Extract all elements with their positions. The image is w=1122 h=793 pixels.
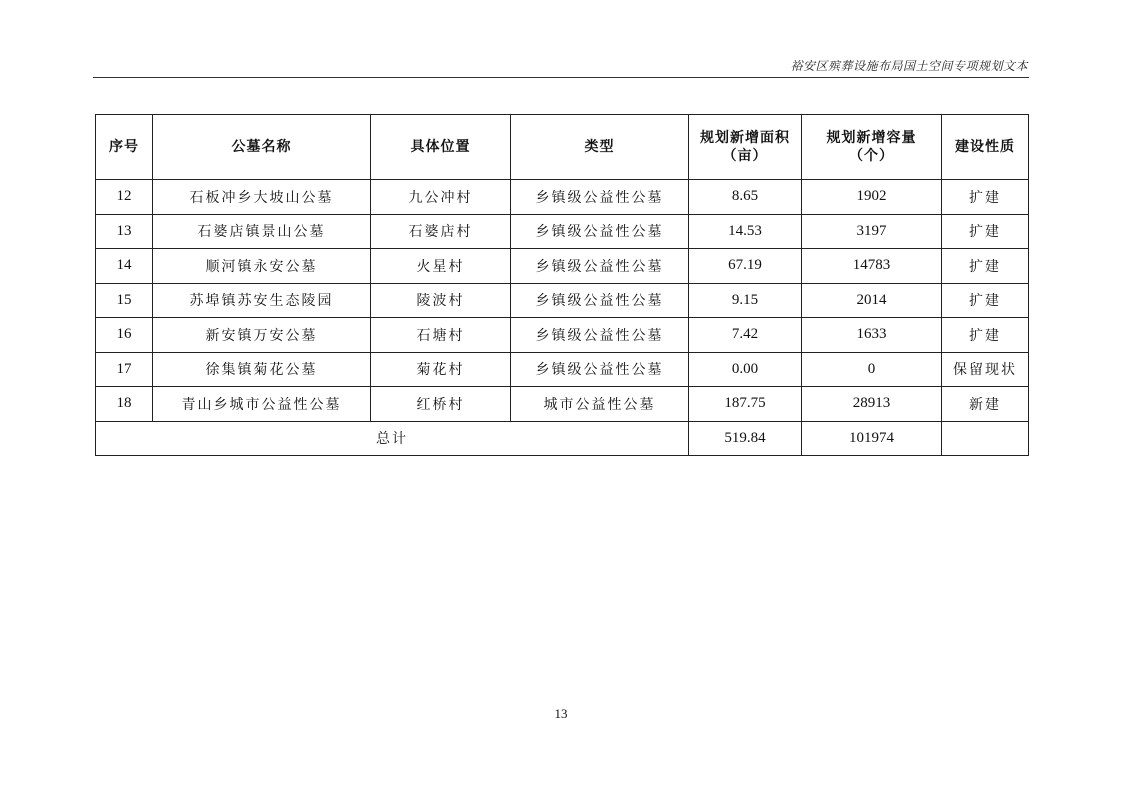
cell-type: 乡镇级公益性公墓 (511, 249, 689, 284)
col-header-construction-nature: 建设性质 (942, 115, 1029, 180)
page-number: 13 (554, 706, 568, 721)
cell-new-area: 187.75 (689, 387, 802, 422)
col-header-type: 类型 (511, 115, 689, 180)
table-header-row (96, 115, 1029, 180)
cell-location: 石塘村 (371, 318, 511, 353)
table-row (96, 214, 1029, 249)
cell-new-capacity: 2014 (802, 283, 942, 318)
running-header: 裕安区殡葬设施布局国土空间专项规划文本 (790, 59, 1028, 73)
cell-type: 乡镇级公益性公墓 (511, 352, 689, 387)
cell-new-area: 67.19 (689, 249, 802, 284)
cell-construction-nature: 扩建 (942, 214, 1029, 249)
cell-index: 12 (96, 180, 153, 215)
cell-type: 乡镇级公益性公墓 (511, 318, 689, 353)
cell-construction-nature: 扩建 (942, 249, 1029, 284)
cell-type: 乡镇级公益性公墓 (511, 180, 689, 215)
table-row (96, 180, 1029, 215)
col-header-location: 具体位置 (371, 115, 511, 180)
cell-location: 九公冲村 (371, 180, 511, 215)
cell-cemetery-name: 苏埠镇苏安生态陵园 (153, 283, 371, 318)
col-header-index: 序号 (96, 115, 153, 180)
cemetery-plan-table (95, 114, 1029, 456)
col-header-new-capacity: 规划新增容量 （个） (802, 115, 942, 180)
cell-total-area: 519.84 (689, 421, 802, 456)
cell-construction-nature: 扩建 (942, 318, 1029, 353)
cell-new-area: 14.53 (689, 214, 802, 249)
cell-type: 乡镇级公益性公墓 (511, 214, 689, 249)
cell-index: 17 (96, 352, 153, 387)
cell-new-capacity: 14783 (802, 249, 942, 284)
table-row (96, 387, 1029, 422)
cell-construction-nature: 扩建 (942, 180, 1029, 215)
cell-new-area: 8.65 (689, 180, 802, 215)
cell-cemetery-name: 新安镇万安公墓 (153, 318, 371, 353)
cell-construction-nature: 新建 (942, 387, 1029, 422)
cell-cemetery-name: 顺河镇永安公墓 (153, 249, 371, 284)
cell-new-capacity: 1902 (802, 180, 942, 215)
cell-new-capacity: 28913 (802, 387, 942, 422)
table-row (96, 352, 1029, 387)
cell-location: 菊花村 (371, 352, 511, 387)
cell-index: 14 (96, 249, 153, 284)
cell-cemetery-name: 青山乡城市公益性公墓 (153, 387, 371, 422)
cell-location: 红桥村 (371, 387, 511, 422)
cell-location: 火星村 (371, 249, 511, 284)
cell-total-capacity: 101974 (802, 421, 942, 456)
cell-index: 13 (96, 214, 153, 249)
cell-new-area: 7.42 (689, 318, 802, 353)
cell-total-label: 总计 (96, 421, 689, 456)
col-header-cemetery-name: 公墓名称 (153, 115, 371, 180)
cell-type: 乡镇级公益性公墓 (511, 283, 689, 318)
cell-construction-nature: 扩建 (942, 283, 1029, 318)
cell-new-capacity: 3197 (802, 214, 942, 249)
cell-index: 16 (96, 318, 153, 353)
cell-new-capacity: 0 (802, 352, 942, 387)
col-header-new-area: 规划新增面积 （亩） (689, 115, 802, 180)
cell-new-area: 9.15 (689, 283, 802, 318)
cell-new-area: 0.00 (689, 352, 802, 387)
cell-construction-nature: 保留现状 (942, 352, 1029, 387)
cell-cemetery-name: 石婆店镇景山公墓 (153, 214, 371, 249)
cell-location: 石婆店村 (371, 214, 511, 249)
table-row (96, 249, 1029, 284)
cell-total-nature (942, 421, 1029, 456)
table-row (96, 283, 1029, 318)
cell-index: 15 (96, 283, 153, 318)
cell-cemetery-name: 徐集镇菊花公墓 (153, 352, 371, 387)
cell-new-capacity: 1633 (802, 318, 942, 353)
cell-type: 城市公益性公墓 (511, 387, 689, 422)
table-total-row (96, 421, 1029, 456)
cell-location: 陵波村 (371, 283, 511, 318)
table-row (96, 318, 1029, 353)
cell-cemetery-name: 石板冲乡大坡山公墓 (153, 180, 371, 215)
cell-index: 18 (96, 387, 153, 422)
header-rule (93, 77, 1029, 78)
